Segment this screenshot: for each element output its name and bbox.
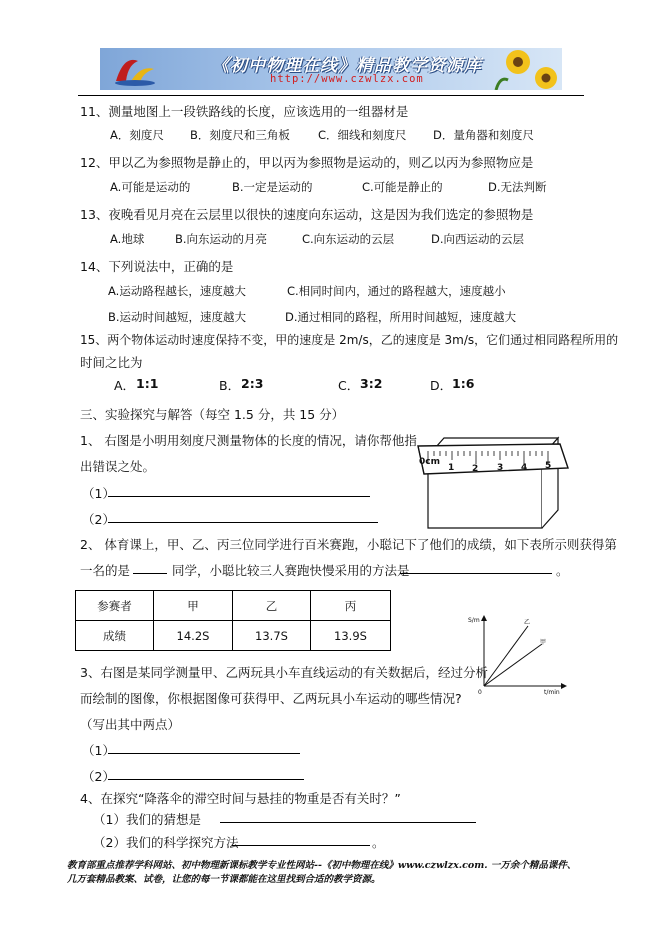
table-cell: 成绩 — [76, 621, 154, 651]
graph-origin: 0 — [478, 689, 482, 696]
header-rule — [78, 95, 584, 96]
q12-option-d: D.无法判断 — [488, 180, 547, 194]
q13-option-c: C.向东运动的云层 — [302, 232, 395, 246]
site-logo-icon — [110, 51, 160, 87]
table-row — [76, 621, 391, 651]
q13-option-d: D.向西运动的云层 — [431, 232, 525, 246]
q12-option-a: A.可能是运动的 — [110, 180, 191, 194]
table-header-cell: 参赛者 — [76, 591, 154, 621]
exp4-stem: 4、在探究“降落伞的滞空时间与悬挂的物重是否有关时？” — [80, 791, 401, 806]
exp4-hypothesis-label: （1）我们的猜想是 — [93, 812, 201, 827]
q11-option-c: C．细线和刻度尺 — [318, 128, 407, 142]
ruler-measure-figure — [410, 424, 572, 532]
table-header-cell: 甲 — [154, 591, 233, 621]
footer-line-2: 几万套精品教案、试卷，让您的每一节课都能在这里找到合适的教学资源。 — [67, 874, 381, 885]
exp3-stem: 3、右图是某同学测量甲、乙两玩具小车直线运动的有关数据后，经过分析 — [80, 665, 488, 680]
ruler-label-3: 3 — [497, 463, 504, 473]
q14-option-d: D.通过相同的路程，所用时间越短，速度越大 — [285, 310, 517, 324]
st-graph-figure — [466, 612, 570, 696]
q11-option-a: A．刻度尺 — [110, 128, 164, 142]
exp2-stem-a: 一名的是 — [80, 563, 131, 578]
graph-line-yi-label: 乙 — [524, 619, 531, 626]
exp4-method-blank[interactable] — [232, 845, 370, 846]
exp2-stem: 2、 体育课上，甲、乙、丙三位同学进行百米赛跑，小聪记下了他们的成绩，如下表所示则获得第 — [80, 537, 617, 552]
exp4-method-end: 。 — [372, 835, 385, 850]
ruler-label-0: 0cm — [419, 457, 440, 467]
q15-option-c-letter: C． — [338, 378, 360, 393]
exp3-blank-2[interactable] — [108, 779, 304, 780]
question-15-stem-cont: 时间之比为 — [80, 355, 143, 370]
exp1-stem: 1、 右图是小明用刻度尺测量物体的长度的情况，请你帮他指 — [80, 433, 417, 448]
table-cell: 14.2S — [154, 621, 233, 651]
exp1-blank-2[interactable] — [108, 522, 378, 523]
q11-option-d: D．量角器和刻度尺 — [433, 128, 534, 142]
question-14-stem: 14、下列说法中，正确的是 — [80, 259, 234, 274]
exp4-method-label: （2）我们的科学探究方法 — [93, 835, 239, 850]
exp3-blank-1-label: （1） — [82, 743, 115, 758]
q14-option-c: C.相同时间内，通过的路程越大，速度越小 — [287, 284, 506, 298]
table-cell: 13.7S — [233, 621, 311, 651]
ruler-label-4: 4 — [521, 463, 528, 473]
graph-line-jia-label: 甲 — [540, 639, 547, 646]
q15-option-d-letter: D． — [430, 378, 453, 393]
table-header-cell: 丙 — [311, 591, 391, 621]
q15-option-b-letter: B． — [219, 378, 241, 393]
exp3-blank-2-label: （2） — [82, 769, 115, 784]
question-12-stem: 12、甲以乙为参照物是静止的，甲以丙为参照物是运动的，则乙以丙为参照物应是 — [80, 155, 534, 170]
banner-title: 《初中物理在线》精品教学资源库 — [212, 56, 482, 76]
exp1-blank-2-label: （2） — [82, 512, 115, 527]
graph-ylabel: S/m — [468, 617, 480, 624]
footer-line-1: 教育部重点推荐学科网站、初中物理新课标教学专业性网站--《初中物理在线》www.czwlzx.com. 一万余个精品课件、 — [67, 860, 577, 871]
exp2-blank-winner[interactable] — [133, 573, 167, 574]
q15-option-d-value: 1:6 — [452, 376, 475, 391]
q15-option-c-value: 3:2 — [360, 376, 383, 391]
q14-option-a: A.运动路程越长，速度越大 — [108, 284, 246, 298]
q15-option-a-letter: A． — [114, 378, 136, 393]
q15-option-a-value: 1:1 — [136, 376, 159, 391]
exp3-blank-1[interactable] — [108, 753, 300, 754]
exp4-hypothesis-blank[interactable] — [220, 822, 476, 823]
question-13-stem: 13、夜晚看见月亮在云层里以很快的速度向东运动，这是因为我们选定的参照物是 — [80, 207, 534, 222]
exp2-blank-method[interactable] — [400, 573, 552, 574]
ruler-label-5: 5 — [545, 461, 552, 471]
q12-option-c: C.可能是静止的 — [362, 180, 443, 194]
exp2-stem-c: 。 — [556, 563, 569, 578]
q11-option-b: B．刻度尺和三角板 — [190, 128, 290, 142]
section-3-heading: 三、实验探究与解答（每空 1.5 分，共 15 分） — [80, 407, 345, 422]
q13-option-b: B.向东运动的月亮 — [175, 232, 268, 246]
table-header-row — [76, 591, 391, 621]
ruler-label-2: 2 — [472, 464, 479, 474]
ruler-label-1: 1 — [448, 463, 455, 473]
exp1-blank-1[interactable] — [108, 496, 370, 497]
header-banner — [100, 48, 562, 90]
race-results-table — [75, 590, 391, 651]
exp1-stem-cont: 出错误之处。 — [80, 459, 156, 474]
q15-option-b-value: 2:3 — [241, 376, 264, 391]
exp3-stem-cont: 而绘制的图像，你根据图像可获得甲、乙两玩具小车运动的哪些情况? — [80, 691, 462, 706]
exp2-stem-b: 同学，小聪比较三人赛跑快慢采用的方法是 — [172, 563, 410, 578]
q13-option-a: A.地球 — [110, 232, 145, 246]
q12-option-b: B.一定是运动的 — [232, 180, 313, 194]
question-15-stem: 15、两个物体运动时速度保持不变，甲的速度是 2m/s，乙的速度是 3m/s，它们通过相同路程所用的 — [80, 333, 619, 347]
exp3-note: （写出其中两点） — [80, 717, 181, 732]
q14-option-b: B.运动时间越短，速度越大 — [108, 310, 247, 324]
question-11-stem: 11、测量地图上一段铁路线的长度，应该选用的一组器材是 — [80, 104, 409, 119]
banner-url[interactable]: http://www.czwlzx.com — [270, 73, 424, 85]
exp1-blank-1-label: （1） — [82, 486, 115, 501]
graph-xlabel: t/min — [544, 689, 560, 696]
table-cell: 13.9S — [311, 621, 391, 651]
sunflower-icon — [488, 48, 558, 90]
table-header-cell: 乙 — [233, 591, 311, 621]
